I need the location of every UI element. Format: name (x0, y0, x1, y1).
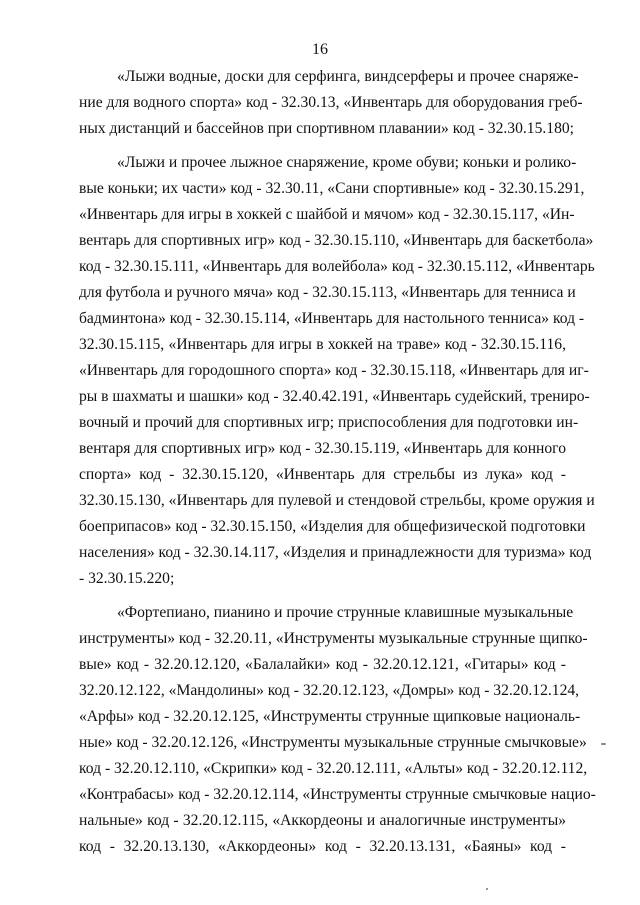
document-body (79, 64, 596, 860)
text-line: «Арфы» код - 32.20.12.125, «Инструменты струнные щипковые националь- (79, 708, 581, 725)
text-line: 32.30.15.115, «Инвентарь для игры в хоккей на траве» код - 32.30.15.116, (79, 336, 566, 353)
text-line: «Фортепиано, пианино и прочие струнные клавишные музыкальные (117, 604, 574, 621)
text-line: «Лыжи и прочее лыжное снаряжение, кроме обуви; коньки и ролико- (117, 154, 577, 171)
paragraph-musical-instruments (79, 600, 596, 860)
text-line: 32.20.12.122, «Мандолины» код - 32.20.12.123, «Домры» код - 32.20.12.124, (79, 682, 580, 699)
text-line: «Контрабасы» код - 32.20.12.114, «Инструменты струнные смычковые нацио- (79, 786, 596, 803)
text-line: ных дистанций и бассейнов при спортивном плавании» код - 32.30.15.180; (79, 120, 575, 137)
paragraph-water-sports (79, 64, 583, 142)
text-line: боеприпасов» код - 32.30.15.150, «Изделия для общефизической подготовки (79, 518, 586, 535)
scan-speck (601, 743, 606, 745)
text-line: вентаря для спортивных игр» код - 32.30.15.119, «Инвентарь для конного (79, 440, 566, 457)
text-line: населения» код - 32.30.14.117, «Изделия и принадлежности для туризма» код (79, 544, 592, 561)
text-line: ние для водного спорта» код - 32.30.13, «Инвентарь для оборудования греб- (79, 94, 583, 111)
text-line: вочный и прочий для спортивных игр; приспособления для подготовки ин- (79, 414, 579, 431)
text-line: вые» код - 32.20.12.120, «Балалайки» код - 32.20.12.121, «Гитары» код - (79, 656, 566, 673)
text-line: ные» код - 32.20.12.126, «Инструменты музыкальные струнные смычковые» (79, 734, 587, 751)
text-line: код - 32.20.12.110, «Скрипки» код - 32.20.12.111, «Альты» код - 32.20.12.112, (79, 760, 588, 777)
page-number: 16 (312, 41, 328, 58)
text-line: нальные» код - 32.20.12.115, «Аккордеоны и аналогичные инструменты» (79, 812, 566, 829)
text-line: спорта» код - 32.30.15.120, «Инвентарь для стрельбы из лука» код - (79, 466, 566, 483)
scan-speck (486, 888, 488, 890)
text-line: вые коньки; их части» код - 32.30.11, «Сани спортивные» код - 32.30.15.291, (79, 180, 585, 197)
text-line: бадминтона» код - 32.30.15.114, «Инвентарь для настольного тенниса» код - (79, 310, 585, 327)
text-line: 32.30.15.130, «Инвентарь для пулевой и стендовой стрельбы, кроме оружия и (79, 492, 595, 509)
text-line: «Инвентарь для игры в хоккей с шайбой и мячом» код - 32.30.15.117, «Ин- (79, 206, 575, 223)
text-line: «Инвентарь для городошного спорта» код - 32.30.15.118, «Инвентарь для иг- (79, 362, 589, 379)
text-line: инструменты» код - 32.20.11, «Инструменты музыкальные струнные щипко- (79, 630, 588, 647)
text-line: для футбола и ручного мяча» код - 32.30.15.113, «Инвентарь для тенниса и (79, 284, 576, 301)
text-line: код - 32.30.15.111, «Инвентарь для волейбола» код - 32.30.15.112, «Инвентарь (79, 258, 595, 275)
text-line: код - 32.20.13.130, «Аккордеоны» код - 32.20.13.131, «Баяны» код - (79, 838, 566, 855)
paragraph-sports-equipment (79, 150, 595, 592)
text-line: вентарь для спортивных игр» код - 32.30.15.110, «Инвентарь для баскетбола» (79, 232, 594, 249)
text-line: «Лыжи водные, доски для серфинга, виндсерферы и прочее снаряже- (117, 68, 579, 85)
text-line: - 32.30.15.220; (79, 570, 175, 587)
text-line: ры в шахматы и шашки» код - 32.40.42.191, «Инвентарь судейский, трениро- (79, 388, 590, 405)
